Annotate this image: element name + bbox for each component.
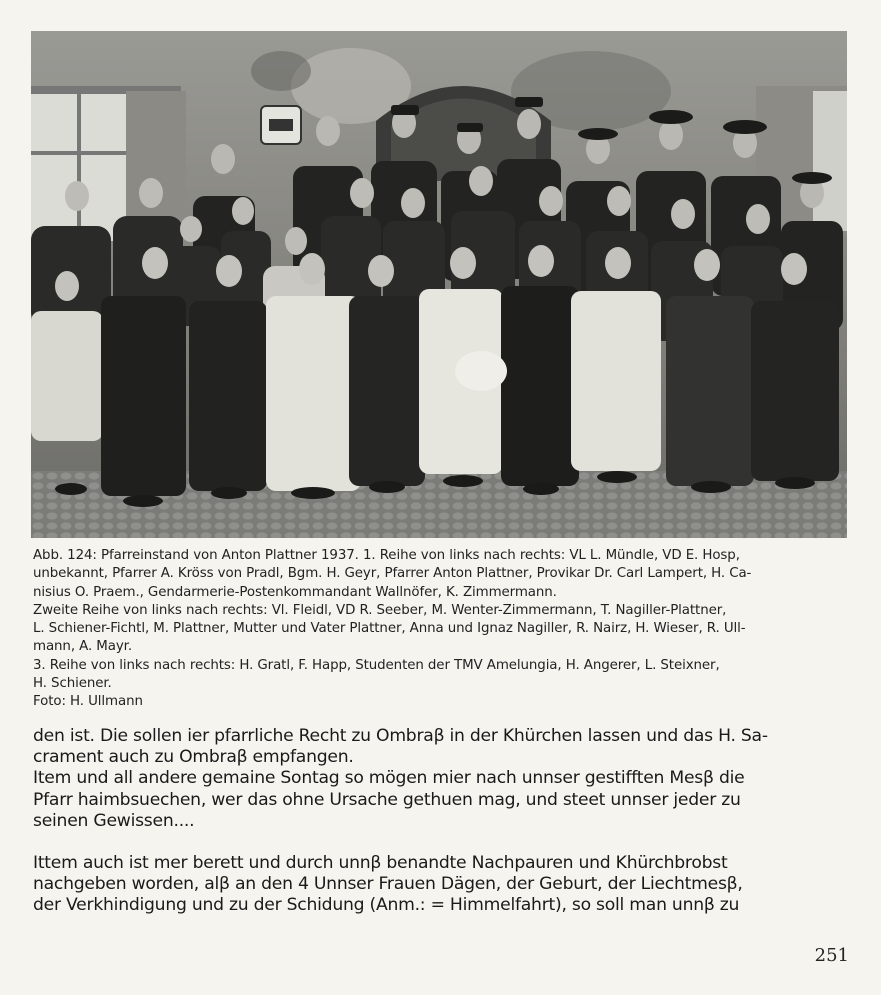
front-row-people [31, 286, 839, 496]
body-line: Pfarr haimbsuechen, wer das ohne Ursache gethuen mag, und steet unnser jeder zu [33, 789, 741, 810]
body-line: nachgeben worden, alβ an den 4 Unnser Frauen Dägen, der Geburt, der Liechtmesβ, [33, 874, 743, 895]
paragraph-gap [33, 832, 853, 853]
caption-line: L. Schiener-Fichtl, M. Plattner, Mutter und Vater Plattner, Anna und Ignaz Nagiller, R. Nairz, H. Wieser, R. Ull- [33, 621, 746, 637]
caption-line: 3. Reihe von links nach rechts: H. Gratl, F. Happ, Studenten der TMV Amelungia, H. Angerer, L. Steixner, [33, 657, 720, 673]
figure-caption [33, 547, 853, 712]
body-line: den ist. Die sollen ier pfarrliche Recht zu Ombraβ in der Khürchen lassen und das H. Sa- [33, 726, 768, 746]
caption-line: Zweite Reihe von links nach rechts: Vl. Fleidl, VD R. Seeber, M. Wenter-Zimmermann, T. Nagiller-Plattner, [33, 602, 727, 618]
body-line: seinen Gewissen.... [33, 810, 195, 831]
body-line: Ittem auch ist mer berett und durch unnβ benandte Nachpauren und Khürchbrobst [33, 853, 728, 874]
caption-photo-credit: Foto: H. Ullmann [33, 694, 143, 710]
caption-line: H. Schiener. [33, 676, 112, 692]
body-line: der Verkhindigung und zu der Schidung (Anm.: = Himmelfahrt), so soll man unnβ zu [33, 895, 740, 916]
caption-line: mann, A. Mayr. [33, 639, 132, 655]
body-text [33, 726, 853, 917]
caption-line: unbekannt, Pfarrer A. Kröss von Pradl, Bgm. H. Geyr, Pfarrer Anton Plattner, Provikar Dr. Carl Lampert, H. Ca- [33, 566, 752, 582]
photograph-image [31, 31, 847, 538]
group-photograph [31, 31, 847, 538]
body-line: crament auch zu Ombraβ empfangen. [33, 747, 354, 768]
bouquet [455, 351, 507, 391]
caption-line: Abb. 124: Pfarreinstand von Anton Plattner 1937. 1. Reihe von links nach rechts: VL L. Mündle, VD E. Hosp, [33, 548, 740, 563]
body-line: Item und all andere gemaine Sontag so mögen mier nach unnser gestifften Mesβ die [33, 768, 745, 789]
page-number: 251 [814, 945, 849, 966]
caption-line: nisius O. Praem., Gendarmerie-Postenkommandant Wallnöfer, K. Zimmermann. [33, 584, 557, 600]
